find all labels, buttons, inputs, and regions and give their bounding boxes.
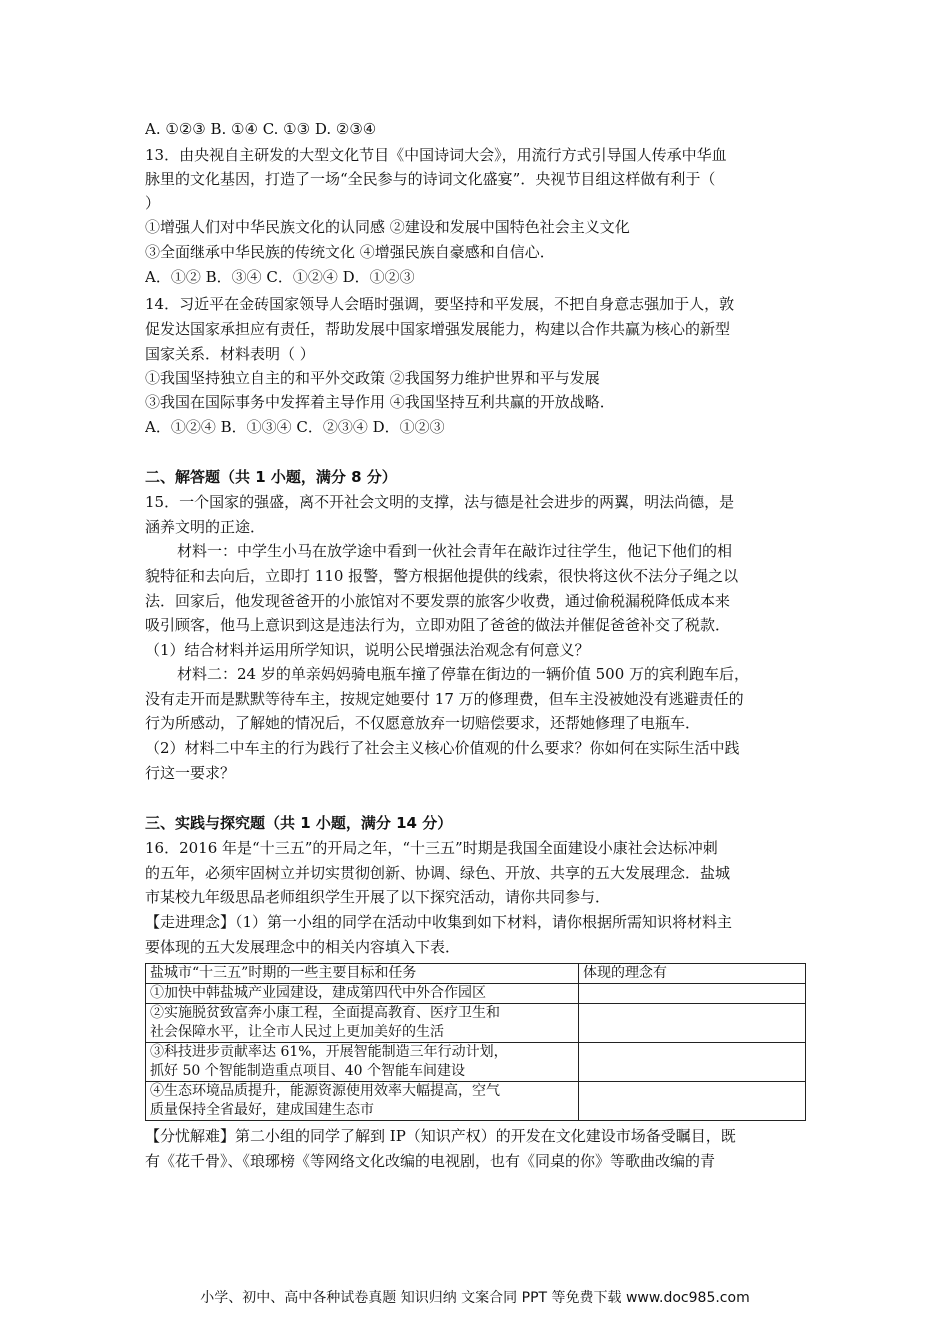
material2-line-1: 材料二：24 岁的单亲妈妈骑电瓶车撞了停靠在街边的一辆价值 500 万的宾利跑车后， — [177, 665, 750, 683]
q14-stem-1: 14．习近平在金砖国家领导人会晤时强调，要坚持和平发展，不把自身意志强加于人，敦 — [145, 295, 735, 313]
section2-heading: 二、解答题（共 1 小题，满分 8 分） — [145, 468, 397, 486]
q14-stem-2: 促发达国家承担应有责任，帮助发展中国家增强发展能力，构建以合作共赢为核心的新型 — [145, 320, 731, 338]
table-cell-answer[interactable] — [579, 984, 806, 1004]
page-footer: 小学、初中、高中各种试卷真题 知识归纳 文案合同 PPT 等免费下载 www.doc985.com — [200, 1290, 750, 1306]
table-cell-text: 社会保障水平，让全市人民过上更加美好的生活 — [150, 1024, 444, 1040]
q14-stem-3: 国家关系．材料表明（ ） — [145, 345, 315, 363]
table-cell-text: ②实施脱贫致富奔小康工程，全面提高教育、医疗卫生和 — [150, 1005, 500, 1021]
q16-intro-2: 的五年，必须牢固树立并切实贯彻创新、协调、绿色、开放、共享的五大发展理念．盐城 — [145, 864, 731, 882]
section3-heading: 三、实践与探究题（共 1 小题，满分 14 分） — [145, 814, 453, 832]
material2-line-3: 行为所感动，了解她的情况后，不仅愿意放弃一切赔偿要求，还帮她修理了电瓶车． — [145, 714, 701, 732]
q15-question-1: （1）结合材料并运用所学知识，说明公民增强法治观念有何意义？ — [145, 641, 590, 659]
q16-intro-3: 市某校九年级思品老师组织学生开展了以下探究活动，请你共同参与． — [145, 888, 611, 906]
q16-intro-5: 要体现的五大发展理念中的相关内容填入下表． — [145, 938, 461, 956]
table-header-goals: 盐城市“十三五”时期的一些主要目标和任务 — [146, 964, 579, 984]
material1-line-1: 材料一：中学生小马在放学途中看到一伙社会青年在敲诈过往学生，他记下他们的相 — [177, 542, 733, 560]
q13-choices-2: ③全面继承中华民族的传统文化 ④增强民族自豪感和自信心． — [145, 243, 555, 261]
table-header-concepts: 体现的理念有 — [579, 964, 806, 984]
material1-line-2: 貌特征和去向后，立即打 110 报警，警方根据他提供的线索，很快将这伙不法分子绳之以 — [145, 567, 739, 585]
table-cell-text: 质量保持全省最好，建成国建生态市 — [150, 1102, 374, 1118]
q13-choices-1: ①增强人们对中华民族文化的认同感 ②建设和发展中国特色社会主义文化 — [145, 218, 630, 236]
material1-line-4: 吸引顾客，他马上意识到这是违法行为，立即劝阻了爸爸的做法并催促爸爸补交了税款． — [145, 616, 731, 634]
q13-stem-3: ） — [145, 194, 161, 212]
material2-line-2: 没有走开而是默默等待车主，按规定她要付 17 万的修理费，但车主没被她没有逃避责任的 — [145, 690, 744, 708]
table-header-row — [146, 964, 806, 984]
table-cell-goal — [146, 1004, 579, 1043]
table-row — [146, 1004, 806, 1043]
q13-stem-1: 13．由央视自主研发的大型文化节目《中国诗词大会》，用流行方式引导国人传承中华血 — [145, 146, 727, 164]
q16-intro-4: 【走进理念】（1）第一小组的同学在活动中收集到如下材料，请你根据所需知识将材料主 — [145, 913, 733, 931]
table-cell-text: ③科技进步贡献率达 61%，开展智能制造三年行动计划， — [150, 1044, 508, 1060]
material1-line-3: 法．回家后，他发现爸爸开的小旅馆对不要发票的旅客少收费，通过偷税漏税降低成本来 — [145, 592, 731, 610]
q13-stem-2: 脉里的文化基因，打造了一场“全民参与的诗词文化盛宴”．央视节目组这样做有利于（ — [145, 170, 716, 188]
q16-intro-1: 16．2016 年是“十三五”的开局之年，“十三五”时期是我国全面建设小康社会达标冲刺 — [145, 839, 718, 857]
q14-choices-2: ③我国在国际事务中发挥着主导作用 ④我国坚持互利共赢的开放战略． — [145, 393, 615, 411]
q14-choices-1: ①我国坚持独立自主的和平外交政策 ②我国努力维护世界和平与发展 — [145, 369, 600, 387]
q12-options: A. ①②③ B. ①④ C. ①③ D. ②③④ — [145, 120, 377, 138]
goals-table — [145, 963, 806, 1121]
q15-intro-1: 15．一个国家的强盛，离不开社会文明的支撑，法与德是社会进步的两翼，明法尚德，是 — [145, 493, 735, 511]
table-cell-answer[interactable] — [579, 1043, 806, 1082]
table-cell-answer[interactable] — [579, 1082, 806, 1121]
q16-tail-2: 有《花千骨》、《琅琊榜《等网络文化改编的电视剧，也有《同桌的你》等歌曲改编的青 — [145, 1152, 716, 1170]
table-cell-text: ①加快中韩盐城产业园建设，建成第四代中外合作园区 — [150, 985, 486, 1001]
q16-tail-1: 【分忧解难】第二小组的同学了解到 IP（知识产权）的开发在文化建设市场备受瞩目，既 — [145, 1127, 736, 1145]
q15-question-2-line-1: （2）材料二中车主的行为践行了社会主义核心价值观的什么要求？你如何在实际生活中践 — [145, 739, 740, 757]
table-row — [146, 1082, 806, 1121]
table-cell-text: ④生态环境品质提升，能源资源使用效率大幅提高，空气 — [150, 1083, 500, 1099]
q14-options: A．①②④ B．①③④ C．②③④ D．①②③ — [145, 418, 445, 436]
q15-intro-2: 涵养文明的正途． — [145, 518, 266, 536]
q15-question-2-line-2: 行这一要求？ — [145, 764, 236, 782]
table-cell-goal — [146, 1043, 579, 1082]
table-row — [146, 1043, 806, 1082]
table-cell-answer[interactable] — [579, 1004, 806, 1043]
table-row — [146, 984, 806, 1004]
table-cell-goal — [146, 984, 579, 1004]
q13-options: A．①② B．③④ C．①②④ D．①②③ — [145, 268, 415, 286]
table-cell-goal — [146, 1082, 579, 1121]
table-cell-text: 抓好 50 个智能制造重点项目、40 个智能车间建设 — [150, 1063, 465, 1079]
